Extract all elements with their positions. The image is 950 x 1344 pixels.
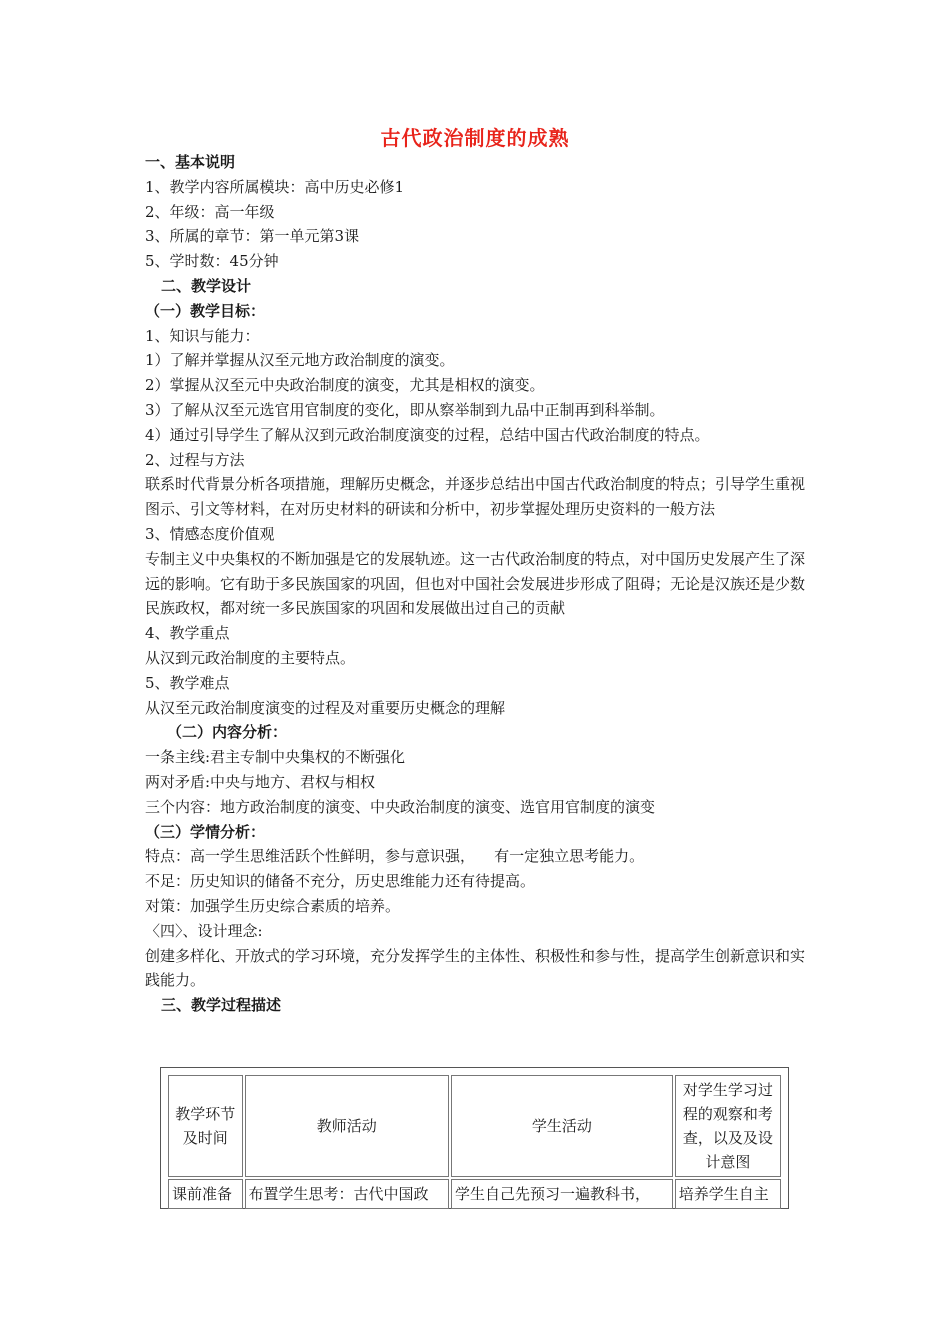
table-header-cell: 学生活动 xyxy=(451,1075,673,1177)
subsection-heading-goals: （一）教学目标： xyxy=(145,301,266,320)
table-row xyxy=(168,1179,781,1209)
table-cell: 课前准备 xyxy=(168,1179,243,1209)
student-item: 特点：高一学生思维活跃个性鲜明，参与意识强， 有一定独立思考能力。 xyxy=(145,847,645,866)
basic-item: 3、所属的章节：第一单元第3课 xyxy=(145,227,360,246)
table-cell: 布置学生思考：古代中国政 xyxy=(245,1179,449,1209)
table-header-cell: 对学生学习过程的观察和考查，以及及设计意图 xyxy=(675,1075,781,1177)
section-heading-basic: 一、基本说明 xyxy=(145,153,236,171)
document-title: 古代政治制度的成熟 xyxy=(380,126,570,150)
subsection-heading-content: （二）内容分析： xyxy=(167,723,288,742)
process-table xyxy=(160,1067,789,1209)
content-item: 一条主线:君主专制中央集权的不断强化 xyxy=(145,748,406,767)
goal-heading: 4、教学重点 xyxy=(145,624,230,643)
goal-paragraph: 从汉到元政治制度的主要特点。 xyxy=(145,648,356,667)
section-heading-design: 二、教学设计 xyxy=(161,276,252,295)
document-body xyxy=(145,150,805,1018)
section-heading-process: 三、教学过程描述 xyxy=(161,996,282,1015)
goal-paragraph: 专制主义中央集权的不断加强是它的发展轨迹。这一古代政治制度的特点，对中国历史发展产生了深远的影响。它有助于多民族国家的巩固，但也对中国社会发展进步形成了阻碍；无论是汉族还是少数民族政权，都对统一多民族国家的巩固和发展做出过自己的贡献 xyxy=(145,549,806,618)
goal-paragraph: 联系时代背景分析各项措施，理解历史概念，并逐步总结出中国古代政治制度的特点；引导学生重视图示、引文等材料，在对历史材料的研读和分析中，初步掌握处理历史资料的一般方法 xyxy=(145,475,806,519)
goal-heading: 5、教学难点 xyxy=(145,673,230,692)
table-header-cell: 教学环节及时间 xyxy=(168,1075,243,1177)
basic-item: 2、年级：高一年级 xyxy=(145,202,275,221)
subsection-heading-students: （三）学情分析： xyxy=(145,822,266,841)
table-header-cell: 教师活动 xyxy=(245,1075,449,1177)
goal-paragraph: 从汉至元政治制度演变的过程及对重要历史概念的理解 xyxy=(145,698,506,717)
goal-item: 4）通过引导学生了解从汉到元政治制度演变的过程，总结中国古代政治制度的特点。 xyxy=(145,425,710,444)
table-cell: 学生自己先预习一遍教科书， xyxy=(451,1179,673,1209)
subsection-heading-idea: 〈四〉、设计理念: xyxy=(145,921,263,940)
student-item: 对策：加强学生历史综合素质的培养。 xyxy=(145,896,401,915)
goal-heading: 3、情感态度价值观 xyxy=(145,524,275,543)
table-cell: 培养学生自主 xyxy=(675,1179,781,1209)
content-item: 两对矛盾:中央与地方、君权与相权 xyxy=(145,772,376,791)
content-item: 三个内容：地方政治制度的演变、中央政治制度的演变、选官用官制度的演变 xyxy=(145,797,656,816)
basic-item: 5、学时数：45分钟 xyxy=(145,252,279,271)
goal-heading: 1、知识与能力： xyxy=(145,326,260,345)
goal-heading: 2、过程与方法 xyxy=(145,450,245,469)
goal-item: 3）了解从汉至元选官用官制度的变化，即从察举制到九品中正制再到科举制。 xyxy=(145,400,665,419)
student-item: 不足：历史知识的储备不充分，历史思维能力还有待提高。 xyxy=(145,872,536,891)
goal-item: 1）了解并掌握从汉至元地方政治制度的演变。 xyxy=(145,351,455,370)
goal-item: 2）掌握从汉至元中央政治制度的演变，尤其是相权的演变。 xyxy=(145,376,545,395)
idea-paragraph: 创建多样化、开放式的学习环境，充分发挥学生的主体性、积极性和参与性，提高学生创新意识和实践能力。 xyxy=(145,946,806,990)
table-header-row xyxy=(168,1075,781,1177)
basic-item: 1、教学内容所属模块：高中历史必修1 xyxy=(145,177,405,196)
